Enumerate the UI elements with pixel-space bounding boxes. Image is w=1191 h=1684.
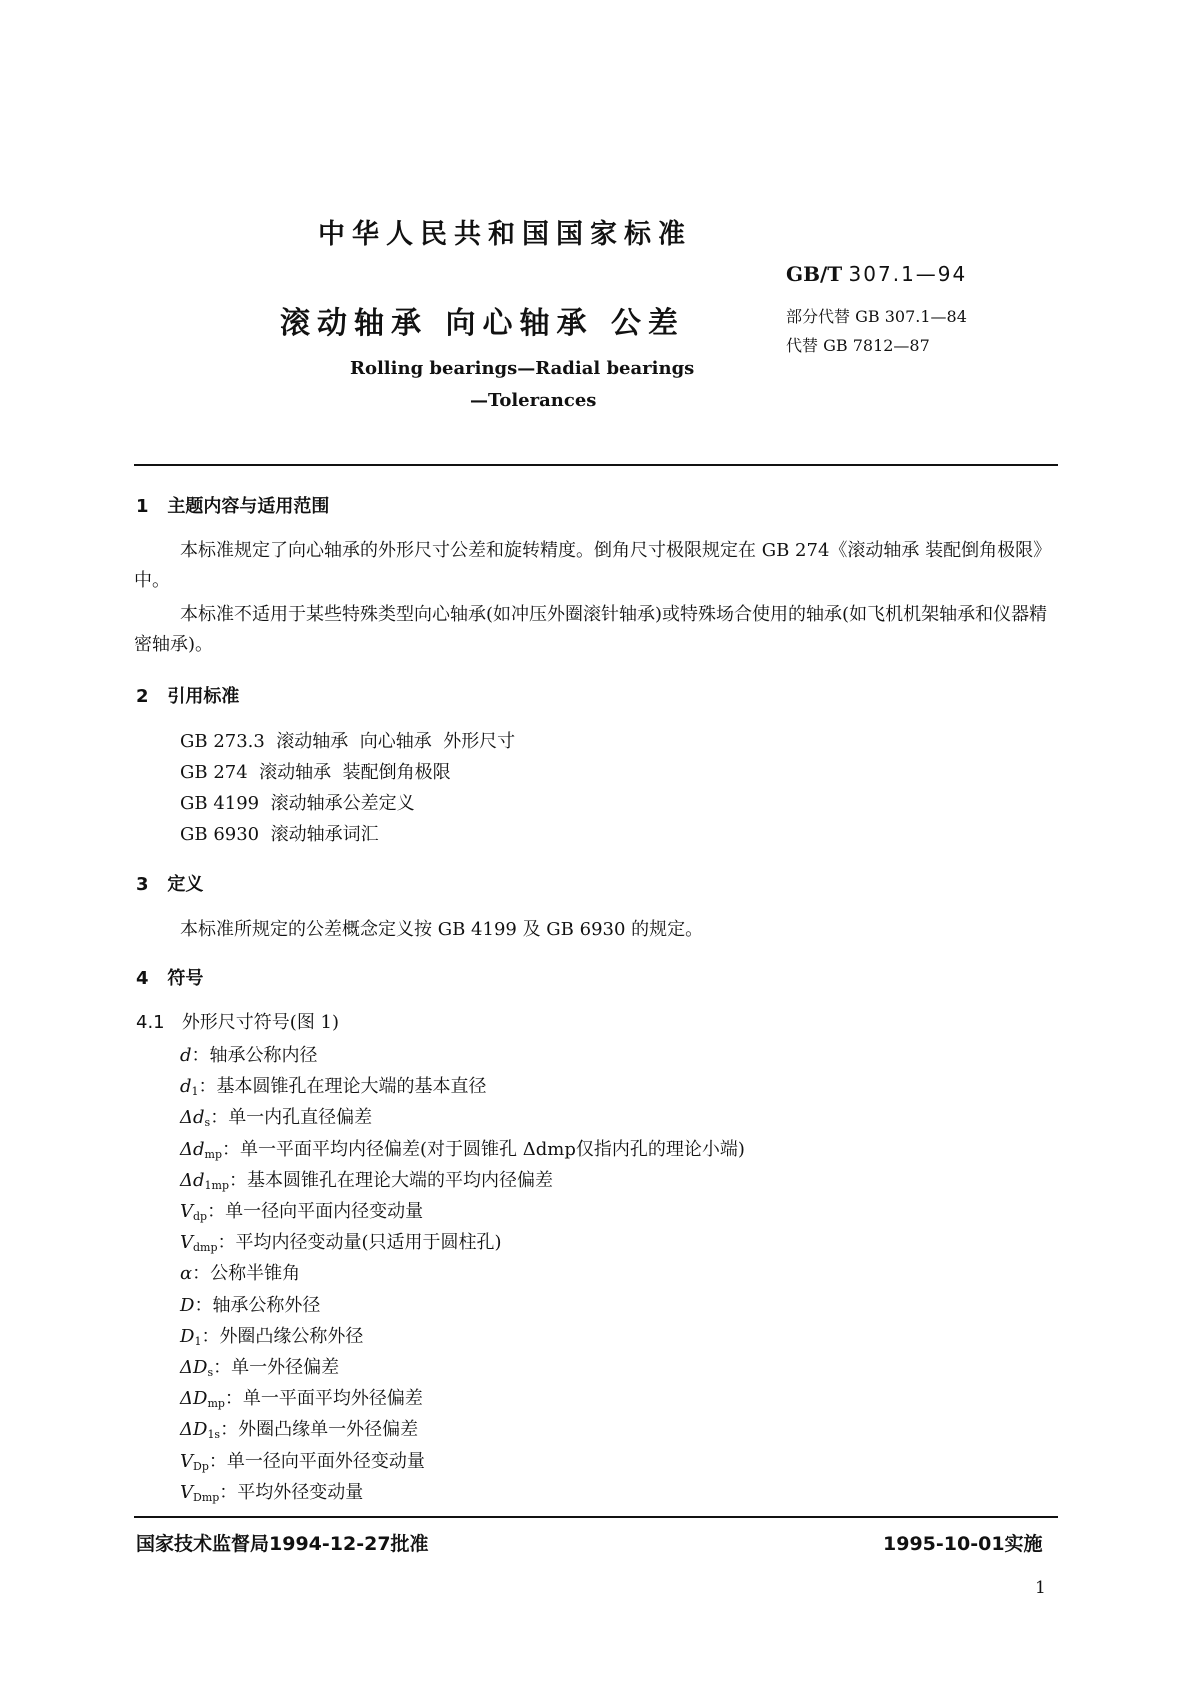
symbol-subscript: 1	[194, 1335, 202, 1348]
symbol-letter: ΔD	[180, 1419, 208, 1440]
symbol-definition: 公称半锥角	[210, 1263, 301, 1284]
symbol-item	[180, 1228, 502, 1254]
symbol-subscript: mp	[204, 1148, 223, 1161]
symbol-item	[180, 1166, 553, 1192]
symbol	[180, 1263, 192, 1284]
replaces-note: 代替 GB 7812—87	[786, 336, 930, 355]
footer-divider	[134, 1516, 1058, 1518]
symbol-definition: 基本圆锥孔在理论大端的平均内径偏差	[247, 1170, 554, 1191]
symbol-separator: ：	[198, 1076, 217, 1097]
symbol-subscript: Dmp	[193, 1491, 220, 1504]
section-1-heading	[136, 492, 329, 518]
national-standard-title: 中华人民共和国国家标准	[318, 219, 692, 250]
symbol-item	[180, 1103, 372, 1129]
subsection-title: 外形尺寸符号(图 1)	[181, 1012, 340, 1033]
reference-item: GB 274 滚动轴承 装配倒角极限	[180, 762, 451, 783]
english-title-line-2: —Tolerances	[470, 390, 597, 411]
symbol-item	[180, 1135, 745, 1161]
symbol-item	[180, 1259, 300, 1285]
subsection-4-1-heading	[136, 1008, 339, 1034]
symbol-item	[180, 1384, 423, 1410]
symbol	[180, 1451, 209, 1472]
symbol-letter: D	[180, 1326, 195, 1347]
symbol	[180, 1295, 194, 1316]
approval-date: 国家技术监督局1994-12-27批准	[136, 1533, 429, 1555]
section-title: 符号	[167, 968, 204, 989]
symbol-definition: 轴承公称外径	[212, 1295, 321, 1316]
section-4-heading	[136, 964, 203, 990]
symbol-separator: ：	[194, 1295, 213, 1316]
symbol-letter: V	[180, 1232, 193, 1253]
symbol-item	[180, 1041, 318, 1067]
symbol	[180, 1326, 201, 1347]
standard-prefix: GB/T	[786, 262, 843, 286]
implementation-date: 1995-10-01实施	[883, 1533, 1043, 1555]
symbol-item	[180, 1478, 363, 1504]
symbol	[180, 1232, 218, 1253]
section-3-heading	[136, 870, 203, 896]
symbol-separator: ：	[210, 1107, 229, 1128]
symbol-separator: ：	[213, 1357, 232, 1378]
symbol-subscript: s	[207, 1366, 214, 1379]
symbol-item	[180, 1353, 339, 1379]
symbol	[180, 1045, 192, 1066]
symbol-definition: 单一内孔直径偏差	[228, 1107, 373, 1128]
section-2-heading	[136, 682, 239, 708]
subsection-number: 4.1	[136, 1012, 165, 1033]
symbol-letter: d	[180, 1076, 192, 1097]
replaces-part-note: 部分代替 GB 307.1—84	[786, 307, 967, 326]
symbol-subscript: 1	[191, 1085, 199, 1098]
section-title: 主题内容与适用范围	[167, 496, 330, 517]
section-3-paragraph: 本标准所规定的公差概念定义按 GB 4199 及 GB 6930 的规定。	[180, 919, 704, 940]
page-number: 1	[1035, 1578, 1046, 1598]
symbol-separator: ：	[192, 1263, 211, 1284]
symbol-definition: 单一平面平均外径偏差	[242, 1388, 423, 1409]
symbol-subscript: 1mp	[204, 1179, 230, 1192]
reference-item: GB 273.3 滚动轴承 向心轴承 外形尺寸	[180, 731, 516, 752]
symbol-letter: d	[180, 1045, 192, 1066]
english-title-line-1: Rolling bearings—Radial bearings	[350, 358, 695, 379]
symbol	[180, 1419, 220, 1440]
symbol-item	[180, 1291, 320, 1317]
standard-number	[786, 262, 967, 286]
symbol-letter: V	[180, 1201, 193, 1222]
symbol-definition: 单一径向平面内径变动量	[225, 1201, 424, 1222]
symbol-separator: ：	[207, 1201, 226, 1222]
symbol-subscript: s	[204, 1116, 211, 1129]
symbol	[180, 1170, 229, 1191]
symbol-separator: ：	[220, 1419, 239, 1440]
symbol-separator: ：	[224, 1388, 243, 1409]
section-title: 引用标准	[167, 686, 240, 707]
symbol-separator: ：	[208, 1451, 227, 1472]
symbol	[180, 1201, 207, 1222]
symbol-subscript: mp	[207, 1397, 225, 1410]
section-title: 定义	[167, 874, 204, 895]
section-number: 3	[136, 874, 149, 895]
section-number: 2	[136, 686, 149, 707]
symbol-definition: 平均外径变动量	[237, 1482, 364, 1503]
symbol-separator: ：	[229, 1170, 248, 1191]
symbol-definition: 轴承公称内径	[209, 1045, 318, 1066]
symbol	[180, 1357, 213, 1378]
section-1-paragraph-1: 本标准规定了向心轴承的外形尺寸公差和旋转精度。倒角尺寸极限规定在 GB 274《滚动轴承 装配倒角极限》中。	[134, 540, 1052, 591]
section-number: 4	[136, 968, 149, 989]
symbol-subscript: dp	[193, 1210, 208, 1223]
symbol	[180, 1139, 222, 1160]
symbol-item	[180, 1415, 418, 1441]
symbol-item	[180, 1447, 425, 1473]
symbol-definition: 单一径向平面外径变动量	[226, 1451, 425, 1472]
header-divider	[134, 464, 1058, 466]
standard-code: 307.1—94	[848, 262, 968, 286]
symbol-separator: ：	[222, 1139, 241, 1160]
symbol-separator: ：	[191, 1045, 210, 1066]
symbol-definition: 基本圆锥孔在理论大端的基本直径	[216, 1076, 487, 1097]
symbol-letter: ΔD	[180, 1388, 208, 1409]
symbol-definition: 外圈凸缘公称外径	[219, 1326, 364, 1347]
symbol-item	[180, 1197, 423, 1223]
symbol-definition: 外圈凸缘单一外径偏差	[238, 1419, 419, 1440]
symbol-subscript: 1s	[207, 1428, 221, 1441]
document-title: 滚动轴承 向心轴承 公差	[280, 306, 685, 341]
symbol-definition: 单一外径偏差	[231, 1357, 340, 1378]
symbol-separator: ：	[217, 1232, 236, 1253]
symbol	[180, 1482, 219, 1503]
reference-item: GB 4199 滚动轴承公差定义	[180, 793, 415, 814]
symbol-separator: ：	[201, 1326, 220, 1347]
symbol	[180, 1388, 225, 1409]
section-number: 1	[136, 496, 149, 517]
symbol-definition: 单一平面平均内径偏差(对于圆锥孔 Δdmp仅指内孔的理论小端)	[240, 1139, 745, 1160]
symbol-letter: V	[180, 1482, 193, 1503]
symbol-letter: Δd	[180, 1170, 205, 1191]
symbol-subscript: Dp	[193, 1460, 209, 1473]
symbol-letter: V	[180, 1451, 193, 1472]
symbol	[180, 1076, 199, 1097]
symbol-subscript: dmp	[193, 1241, 218, 1254]
symbol-item	[180, 1322, 363, 1348]
symbol-item	[180, 1072, 487, 1098]
symbol-letter: ΔD	[180, 1357, 208, 1378]
symbol-letter: D	[180, 1295, 195, 1316]
symbol-letter: α	[180, 1263, 193, 1284]
symbol	[180, 1107, 210, 1128]
section-1-paragraph-2: 本标准不适用于某些特殊类型向心轴承(如冲压外圈滚针轴承)或特殊场合使用的轴承(如飞机机架轴承和仪器精密轴承)。	[134, 604, 1048, 655]
reference-item: GB 6930 滚动轴承词汇	[180, 824, 379, 845]
symbol-separator: ：	[219, 1482, 238, 1503]
symbol-letter: Δd	[180, 1107, 205, 1128]
symbol-letter: Δd	[180, 1139, 205, 1160]
symbol-definition: 平均内径变动量(只适用于圆柱孔)	[235, 1232, 502, 1253]
